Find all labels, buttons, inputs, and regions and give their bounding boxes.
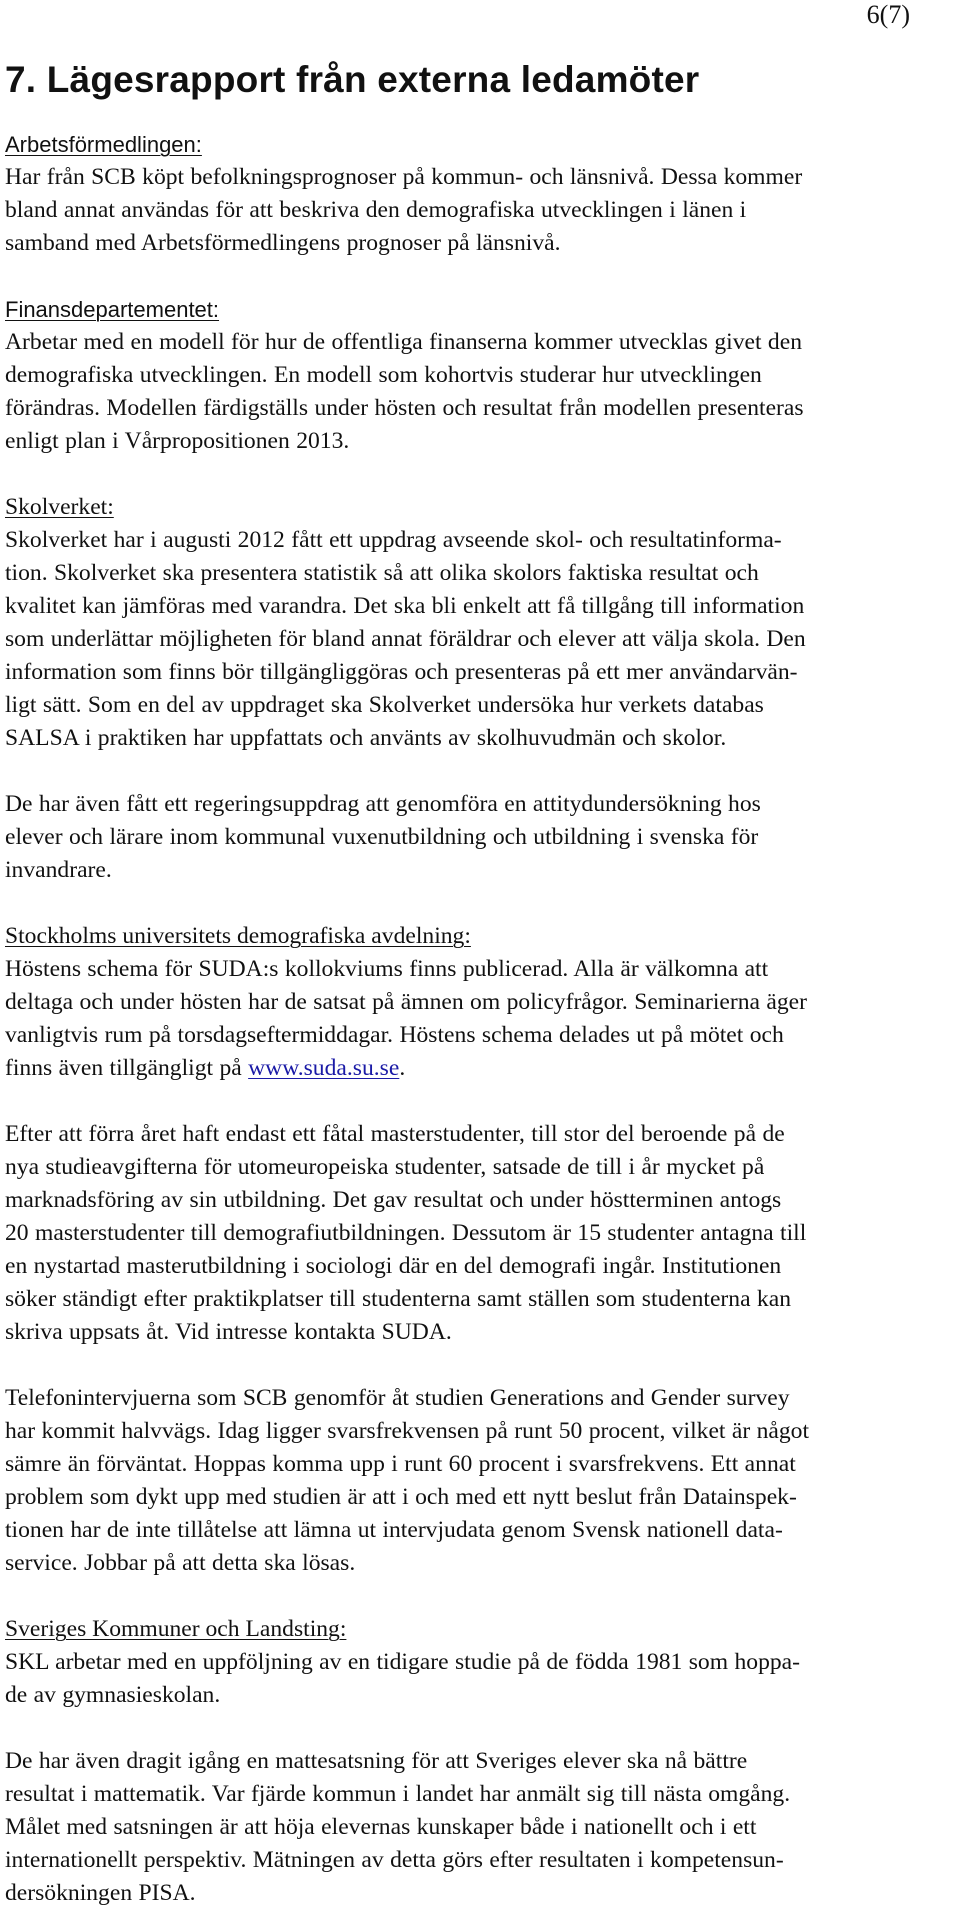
text-line: problem som dykt upp med studien är att i och med ett nytt beslut från Datainspek-	[5, 1484, 797, 1510]
paragraph-suda-3	[5, 1382, 957, 1580]
paragraph-skolverket-2	[5, 788, 957, 887]
text-line: kvalitet kan jämföras med varandra. Det ska bli enkelt att få tillgång till information	[5, 593, 805, 619]
text-line: tionen har de inte tillåtelse att lämna ut intervjudata genom Svensk nationell data-	[5, 1517, 783, 1543]
text-line: Skolverket har i augusti 2012 fått ett uppdrag avseende skol- och resultatinforma-	[5, 527, 782, 553]
text-line: nya studieavgifterna för utomeuropeiska studenter, satsade de till i år mycket på	[5, 1154, 765, 1180]
page-number: 6(7)	[866, 0, 910, 29]
text-line: information som finns bör tillgängliggöras och presenteras på ett mer användarvän-	[5, 659, 798, 685]
document-body	[5, 128, 957, 1910]
section-label-stockholms-universitet: Stockholms universitets demografiska avdelning:	[5, 923, 471, 949]
text-line: dersökningen PISA.	[5, 1880, 196, 1906]
text-line: demografiska utvecklingen. En modell som kohortvis studerar hur utvecklingen	[5, 362, 762, 388]
text-line: marknadsföring av sin utbildning. Det gav resultat och under höstterminen antogs	[5, 1187, 782, 1213]
text-line: De har även fått ett regeringsuppdrag att genomföra en attitydundersökning hos	[5, 791, 761, 817]
page-title: 7. Lägesrapport från externa ledamöter	[5, 59, 700, 100]
text-line: Arbetar med en modell för hur de offentliga finanserna kommer utvecklas givet den	[5, 329, 802, 355]
suda-website-link[interactable]: www.suda.su.se	[248, 1055, 400, 1081]
text-line: förändras. Modellen färdigställs under hösten och resultat från modellen presenteras	[5, 395, 804, 421]
text-line: vanligtvis rum på torsdagseftermiddagar. Höstens schema delades ut på mötet och	[5, 1022, 784, 1048]
text-line: samband med Arbetsförmedlingens prognoser på länsnivå.	[5, 230, 561, 256]
text-line: Telefonintervjuerna som SCB genomför åt studien Generations and Gender survey	[5, 1385, 790, 1411]
text-line: Höstens schema för SUDA:s kollokviums finns publicerad. Alla är välkomna att	[5, 956, 769, 982]
paragraph-arbetsformedlingen	[5, 161, 957, 260]
section-label-skl: Sveriges Kommuner och Landsting:	[5, 1616, 347, 1642]
text-fragment: .	[399, 1055, 406, 1081]
text-line: söker ständigt efter praktikplatser till studenterna samt ställen som studenterna kan	[5, 1286, 792, 1312]
text-line: De har även dragit igång en mattesatsning för att Sveriges elever ska nå bättre	[5, 1748, 748, 1774]
paragraph-suda-2	[5, 1118, 957, 1349]
paragraph-skl-2	[5, 1745, 957, 1910]
text-line: 20 masterstudenter till demografiutbildningen. Dessutom är 15 studenter antagna till	[5, 1220, 807, 1246]
text-line: bland annat användas för att beskriva den demografiska utvecklingen i länen i	[5, 197, 747, 223]
text-line: enligt plan i Vårpropositionen 2013.	[5, 428, 350, 454]
text-line: har kommit halvvägs. Idag ligger svarsfrekvensen på runt 50 procent, vilket är något	[5, 1418, 810, 1444]
section-label-finansdepartementet: Finansdepartementet:	[5, 297, 220, 322]
text-line: de av gymnasieskolan.	[5, 1682, 221, 1708]
text-line: tion. Skolverket ska presentera statistik så att olika skolors faktiska resultat och	[5, 560, 759, 586]
paragraph-skl-1	[5, 1646, 957, 1712]
text-line: service. Jobbar på att detta ska lösas.	[5, 1550, 356, 1576]
paragraph-skolverket-1	[5, 524, 957, 755]
text-line: SALSA i praktiken har uppfattats och använts av skolhuvudmän och skolor.	[5, 725, 727, 751]
paragraph-finansdepartementet	[5, 326, 957, 458]
text-fragment: finns även tillgängligt på	[5, 1055, 249, 1081]
text-line: sämre än förväntat. Hoppas komma upp i runt 60 procent i svarsfrekvens. Ett annat	[5, 1451, 796, 1477]
text-line: Har från SCB köpt befolkningsprognoser på kommun- och länsnivå. Dessa kommer	[5, 164, 803, 190]
text-line: resultat i mattematik. Var fjärde kommun i landet har anmält sig till nästa omgång.	[5, 1781, 791, 1807]
text-line: deltaga och under hösten har de satsat på ämnen om policyfrågor. Seminarierna äger	[5, 989, 807, 1015]
text-line: Målet med satsningen är att höja elevernas kunskaper både i nationellt och i ett	[5, 1814, 757, 1840]
section-label-arbetsformedlingen: Arbetsförmedlingen:	[5, 132, 202, 157]
text-line: en nystartad masterutbildning i sociologi där en del demografi ingår. Institutionen	[5, 1253, 782, 1279]
text-line: elever och lärare inom kommunal vuxenutbildning och utbildning i svenska för	[5, 824, 759, 850]
text-line: invandrare.	[5, 857, 112, 883]
text-line	[5, 1052, 957, 1085]
text-line: Efter att förra året haft endast ett fåtal masterstudenter, till stor del beroende på de	[5, 1121, 785, 1147]
text-line: som underlättar möjligheten för bland annat föräldrar och elever att välja skola. Den	[5, 626, 806, 652]
text-line: internationellt perspektiv. Mätningen av detta görs efter resultaten i kompetensun-	[5, 1847, 784, 1873]
text-line: ligt sätt. Som en del av uppdraget ska Skolverket undersöka hur verkets databas	[5, 692, 764, 718]
section-label-skolverket: Skolverket:	[5, 494, 114, 520]
text-line: SKL arbetar med en uppföljning av en tidigare studie på de födda 1981 som hoppa-	[5, 1649, 800, 1675]
text-line: skriva uppsats åt. Vid intresse kontakta SUDA.	[5, 1319, 452, 1345]
paragraph-suda-1	[5, 953, 957, 1085]
